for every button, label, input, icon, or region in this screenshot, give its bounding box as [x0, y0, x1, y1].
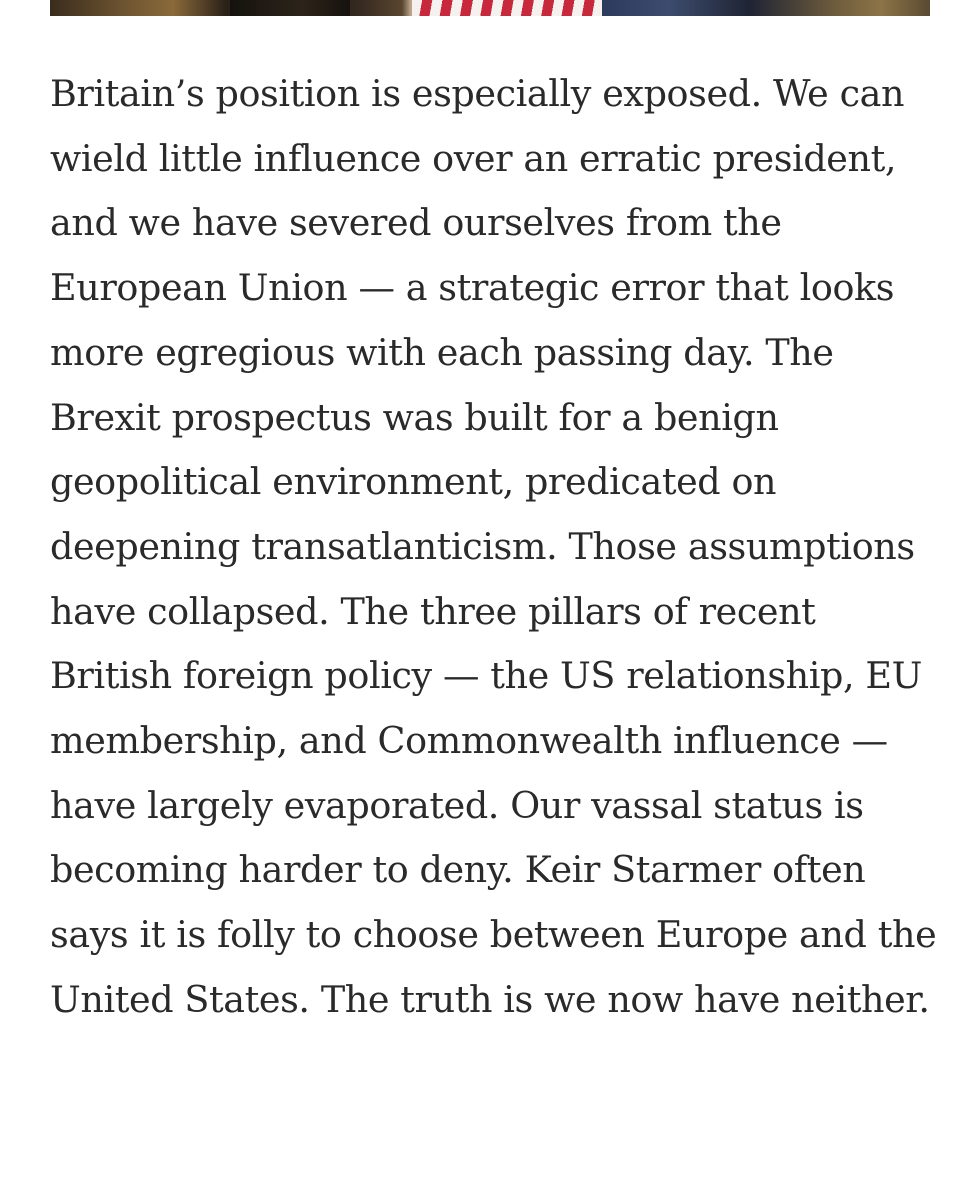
photo-shadow-region: [230, 0, 350, 16]
us-flag-fragment: [412, 0, 602, 16]
article-photo-cropped: [50, 0, 930, 16]
article-paragraph: Britain’s position is especially exposed. We can wield little influence over an erratic president, and we have severed ourselves from the European Union — a strategic error that looks more egregious with each passing day. The Brexit prospectus was built for a benign geopolitical environment, predicated on deepening transatlanticism. Those assumptions have collapsed. The three pillars of recent British foreign policy — the US relationship, EU membership, and Commonwealth influence — have largely evaporated. Our vassal status is becoming harder to deny. Keir Starmer often says it is folly to choose between Europe and the United States. The truth is we now have neither.: [50, 72, 937, 1021]
photo-background-region: [602, 0, 930, 16]
